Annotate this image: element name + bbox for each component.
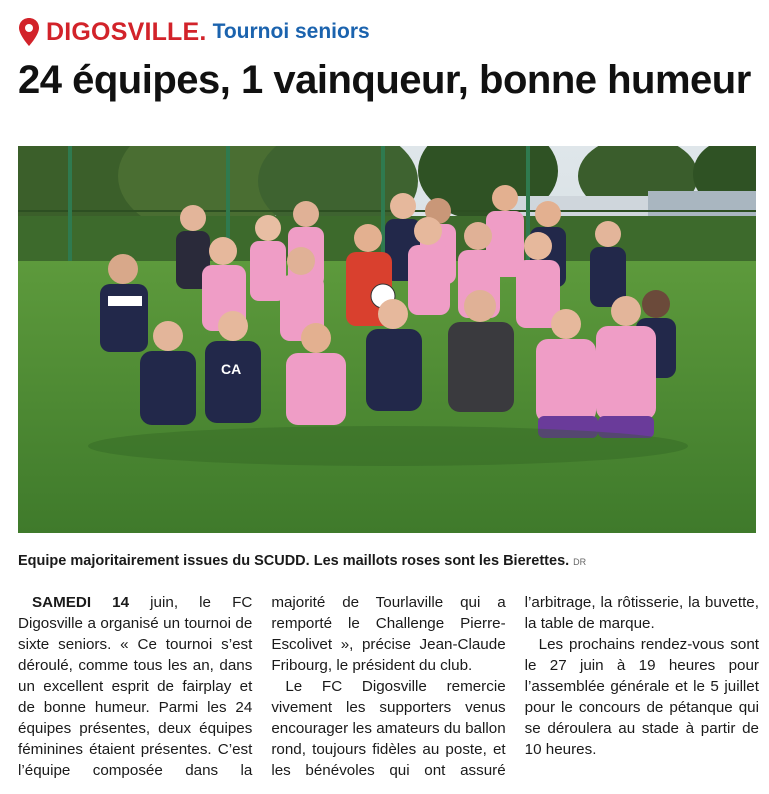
article-lead: SAMEDI 14 (32, 594, 130, 611)
article-flow (18, 592, 759, 792)
rubric-label: Tournoi seniors (212, 20, 370, 43)
shirt-sponsor-text: CA (221, 361, 242, 377)
caption-text: Equipe majoritairement issues du SCUDD. Les maillots roses sont les Bierettes. (18, 553, 570, 569)
headline: 24 équipes, 1 vainqueur, bonne humeur (18, 58, 751, 102)
team-photo (18, 146, 756, 533)
article-paragraph-2-text: Le FC Digosville remercie vivement les supporters venus encourager les amateurs du ballon rond, toujours fidèles au poste, et les bénévoles qui ont assuré l’arbitrage, la rôtisserie, la buvette, la table de marque. (271, 594, 759, 779)
location-pin-icon (18, 17, 40, 47)
article-paragraph-3-text: Les prochains rendez-vous sont le 27 juin à 19 heures pour l’assemblée générale et le 5 juillet pour le concours de pétanque qui se déroulera au stade à partir de 10 heures. (524, 636, 759, 758)
article-paragraph-1-text: juin, le FC Digosville a organisé un tournoi de sixte seniors. « Ce tournoi s’est déroulé, comme tous les an, dans un excellent esprit de fairplay et de bonne humeur. Parmi les 24 équipes présentes, deux équipes féminines étaient présentes. C’est l’équipe composée dans la majorité de Tourlaville qui a remporté le Challenge Pierre-Escolivet », précise Jean-Claude Fribourg, le président du club. (18, 594, 506, 779)
photo-caption (18, 553, 586, 569)
photo-credit: DR (573, 557, 587, 567)
article-paragraph-3 (525, 634, 759, 760)
article-kicker (18, 16, 370, 48)
town-name: DIGOSVILLE. (46, 17, 207, 46)
